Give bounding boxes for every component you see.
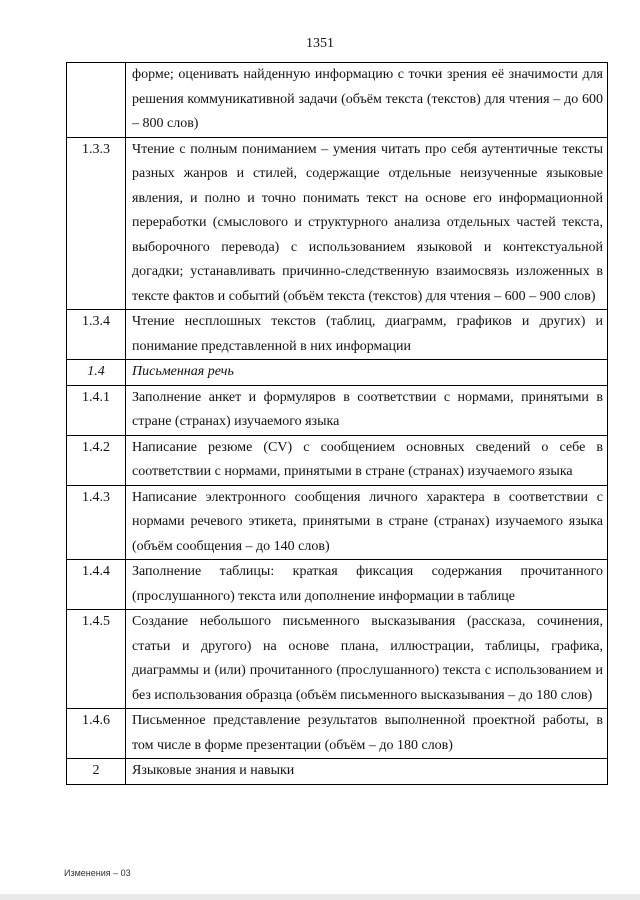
row-text: Создание небольшого письменного высказывания (рассказа, сочинения, статьи и другого) на основе плана, иллюстрации, таблицы, графика, диаграммы и (или) прочитанного (прослушанного) текста с использованием и без использования образца (объём письменного высказывания – до 180 слов): [126, 610, 608, 709]
row-text: Письменное представление результатов выполненной проектной работы, в том числе в форме презентации (объём – до 180 слов): [126, 709, 608, 759]
row-code: 1.4.1: [67, 385, 126, 435]
row-code: 1.4.3: [67, 485, 126, 560]
curriculum-table: [66, 62, 608, 785]
row-text: Заполнение анкет и формуляров в соответствии с нормами, принятыми в стране (странах) изучаемого языка: [126, 385, 608, 435]
table-row: [67, 385, 608, 435]
table-row: [67, 610, 608, 709]
table-row: [67, 759, 608, 785]
table-row: [67, 310, 608, 360]
row-text: Заполнение таблицы: краткая фиксация содержания прочитанного (прослушанного) текста или дополнение информации в таблице: [126, 560, 608, 610]
row-text: форме; оценивать найденную информацию с точки зрения её значимости для решения коммуникативной задачи (объём текста (текстов) для чтения – до 600 – 800 слов): [126, 63, 608, 138]
row-code: [67, 63, 126, 138]
row-text: Написание электронного сообщения личного характера в соответствии с нормами речевого этикета, принятыми в стране (странах) изучаемого языка (объём сообщения – до 140 слов): [126, 485, 608, 560]
row-text: Чтение с полным пониманием – умения читать про себя аутентичные тексты разных жанров и стилей, содержащие отдельные неизученные языковые явления, и полно и точно понимать текст на основе его информационной переработки (смыслового и структурного анализа отдельных частей текста, выборочного перевода) с использованием языковой и контекстуальной догадки; устанавливать причинно-следственную взаимосвязь изложенных в тексте фактов и событий (объём текста (текстов) для чтения – 600 – 900 слов): [126, 137, 608, 310]
row-code: 1.3.3: [67, 137, 126, 310]
row-code: 1.4.5: [67, 610, 126, 709]
row-code: 1.3.4: [67, 310, 126, 360]
table-row: [67, 435, 608, 485]
table-row: [67, 485, 608, 560]
row-code: 2: [67, 759, 126, 785]
table-row: [67, 137, 608, 310]
section-heading-row: [67, 360, 608, 386]
row-code: 1.4.6: [67, 709, 126, 759]
row-code: 1.4.4: [67, 560, 126, 610]
page-number: 1351: [306, 36, 334, 51]
table-row: [67, 709, 608, 759]
scan-edge-decoration: [0, 894, 640, 900]
section-code: 1.4: [67, 360, 126, 386]
row-code: 1.4.2: [67, 435, 126, 485]
table-row: [67, 560, 608, 610]
section-title: Письменная речь: [126, 360, 608, 386]
row-text: Языковые знания и навыки: [126, 759, 608, 785]
footer-revision-note: Изменения – 03: [64, 868, 131, 878]
table-row: [67, 63, 608, 138]
row-text: Чтение несплошных текстов (таблиц, диаграмм, графиков и других) и понимание представленной в них информации: [126, 310, 608, 360]
row-text: Написание резюме (CV) с сообщением основных сведений о себе в соответствии с нормами, принятыми в стране (странах) изучаемого языка: [126, 435, 608, 485]
